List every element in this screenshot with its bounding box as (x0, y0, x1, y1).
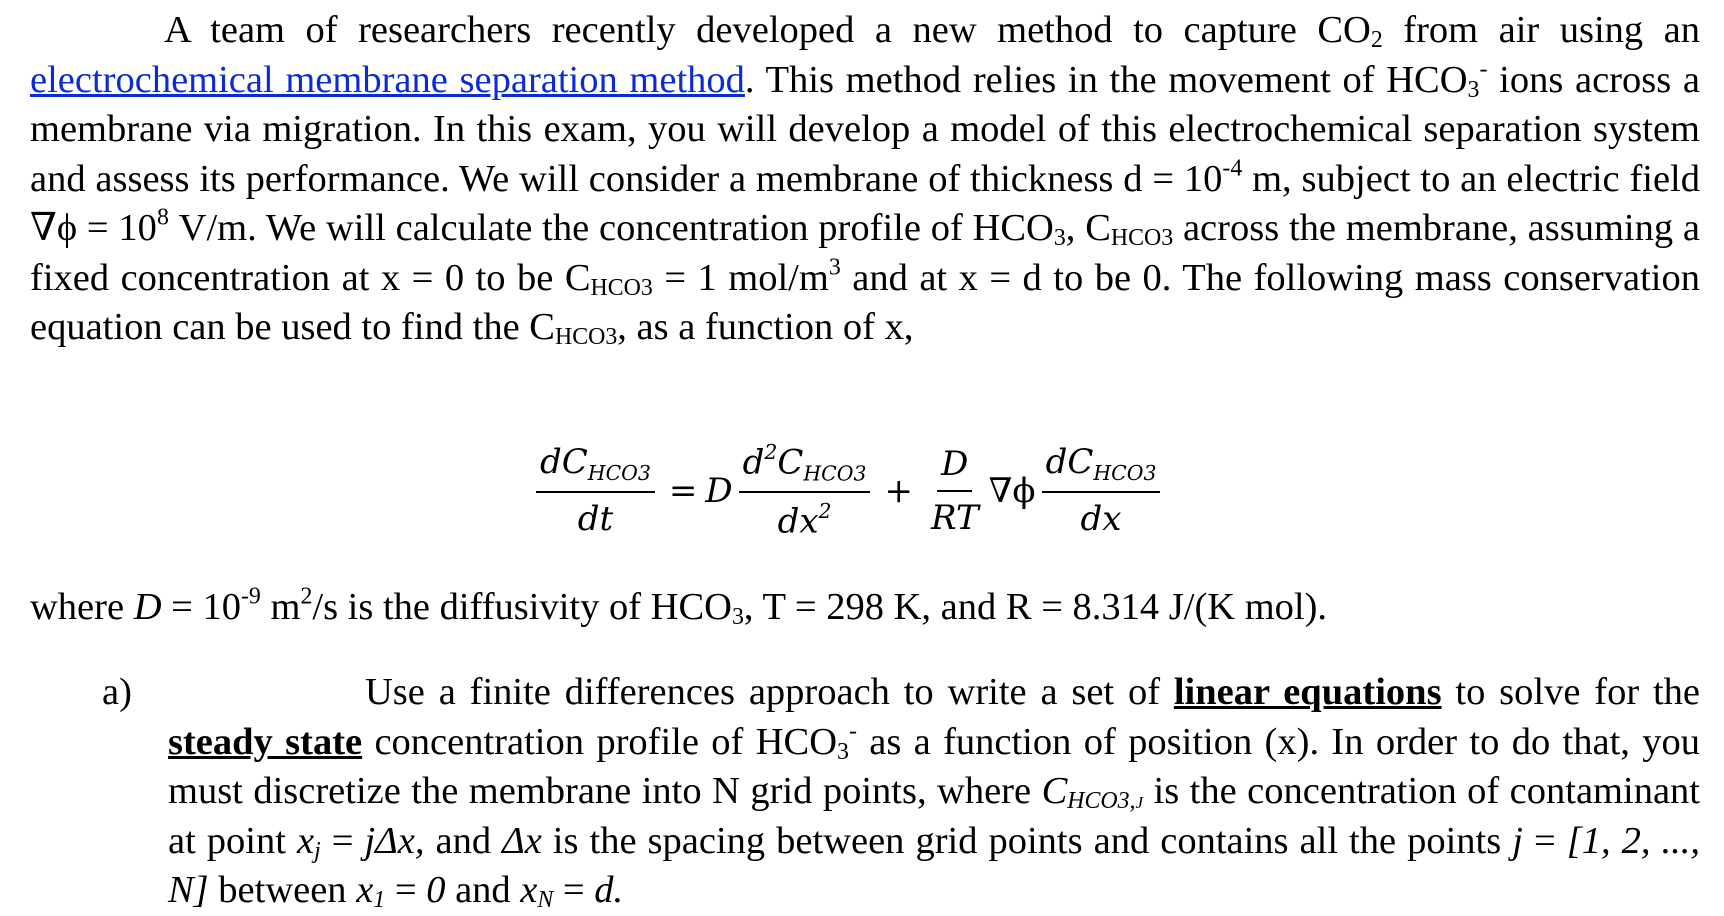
membrane-method-link[interactable]: electrochemical membrane separation method (30, 58, 745, 101)
equals-sign: = (668, 470, 698, 511)
gradient-symbol: ∇ϕ (988, 470, 1036, 511)
plus-sign: + (884, 470, 913, 511)
d-over-rt-fraction: $\frac{D}{RT}$ (930, 443, 979, 538)
mass-conservation-equation (530, 440, 1166, 542)
part-a-text: Use a finite differences approach to write a set of linear equations to solve for the steady state concentration profile of $HCO_3^-$ as a function of position (x). In order to do that, you must discretize the membrane into N grid points, where $C_{HCO3,j}$ is the concentration of contaminant at point $x_j = j\Delta x$, and Δx is the spacing between grid points and contains all the points j = [1, 2, ..., N] between $x_1 = 0$ and $x_N = d$. (168, 671, 1700, 913)
lhs-fraction: $\frac{dC_{HCO3}}{dt}$ (536, 442, 655, 539)
parameters-line: where $D = 10^{-9}$ $m^2/s$ is the diffusivity of $HCO_3$, T = 298 K, and R = 8.314 J/(K mol). (30, 583, 1328, 630)
second-derivative-fraction: $\frac{d^2C_{HCO3}}{dx^2}$ (739, 440, 871, 542)
intro-paragraph: A team of researchers recently developed a new method to capture $CO_2$ from air using an electrochemical membrane separation method. This method relies in the movement of $HCO_3^-$ ions across a membrane via migration. In this exam, you will develop a model of this electrochemical separation system and assess its performance. We will consider a membrane of thickness $d = 10^{-4}$ m, subject to an electric field $\nabla\phi = 10^8$ V/m. We will calculate the concentration profile of $HCO_3$, $C_{HCO3}$ across the membrane, assuming a fixed concentration at x = 0 to be $C_{HCO3} = 1$ mol/$m^3$ and at x = d to be 0. The following mass conservation equation can be used to find the $C_{HCO3}$, as a function of x, (30, 9, 1700, 350)
diffusivity-symbol: D (705, 470, 733, 511)
part-a-label: a) (102, 671, 132, 713)
first-derivative-fraction: $\frac{dC_{HCO3}}{dx}$ (1042, 442, 1161, 539)
